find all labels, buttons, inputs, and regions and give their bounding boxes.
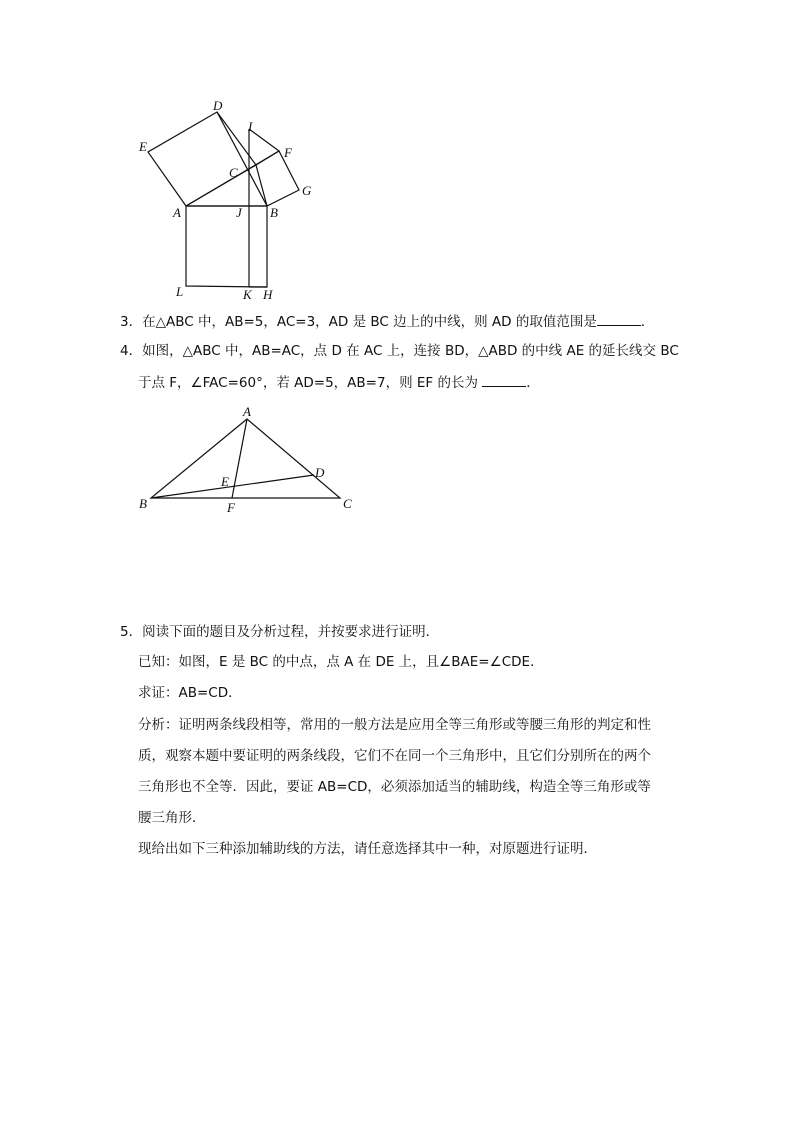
label-c: C bbox=[343, 496, 352, 511]
label-a: A bbox=[173, 205, 181, 220]
question-4-text-1: 如图，△ABC 中，AB=AC，点 D 在 AC 上，连接 BD，△ABD 的中线 AE 的延长线交 BC bbox=[142, 343, 679, 359]
label-f: F bbox=[227, 500, 235, 515]
label-f: F bbox=[284, 145, 292, 160]
label-b: B bbox=[270, 205, 278, 220]
square-ad bbox=[148, 112, 256, 206]
question-5-analysis-2: 质，观察本题中要证明的两条线段，它们不在同一个三角形中，且它们分别所在的两个 bbox=[138, 748, 651, 764]
label-e: E bbox=[221, 474, 229, 489]
label-b: B bbox=[139, 496, 147, 511]
question-5-intro-text: 阅读下面的题目及分析过程，并按要求进行证明． bbox=[142, 624, 440, 640]
figure-pythagoras-squares bbox=[130, 90, 330, 305]
question-3-blank[interactable] bbox=[597, 311, 641, 326]
question-4-line-1 bbox=[120, 341, 679, 361]
question-5-prove: 求证：AB=CD． bbox=[138, 685, 242, 701]
segment-db bbox=[217, 112, 267, 206]
label-c: C bbox=[229, 165, 238, 180]
question-5-number: 5． bbox=[120, 624, 143, 640]
label-e: E bbox=[139, 139, 147, 154]
question-3 bbox=[120, 311, 654, 332]
question-4-number: 4． bbox=[120, 343, 143, 359]
segment-if bbox=[249, 129, 279, 151]
question-4-line-2 bbox=[138, 372, 540, 393]
label-j: J bbox=[236, 205, 242, 220]
label-a: A bbox=[243, 404, 251, 419]
label-l: L bbox=[176, 284, 184, 299]
square-al bbox=[186, 206, 267, 287]
segment-af bbox=[232, 419, 247, 498]
triangle-abc bbox=[151, 419, 340, 498]
question-5-analysis-4: 腰三角形． bbox=[138, 810, 206, 826]
question-3-text: 在△ABC 中，AB=5，AC=3，AD 是 BC 边上的中线，则 AD 的取值范围是 bbox=[142, 314, 597, 330]
label-h: H bbox=[263, 287, 273, 302]
label-g: G bbox=[302, 183, 312, 198]
label-k: K bbox=[243, 287, 252, 302]
label-d: D bbox=[213, 98, 223, 113]
question-5-analysis-1: 分析：证明两条线段相等，常用的一般方法是应用全等三角形或等腰三角形的判定和性 bbox=[138, 717, 651, 733]
label-d: D bbox=[315, 465, 325, 480]
question-5-intro bbox=[120, 622, 439, 642]
question-3-end: ． bbox=[640, 314, 655, 330]
question-5-methods: 现给出如下三种添加辅助线的方法，请任意选择其中一种，对原题进行证明． bbox=[138, 841, 597, 857]
question-5-analysis-3: 三角形也不全等．因此，要证 AB=CD，必须添加适当的辅助线，构造全等三角形或等 bbox=[138, 779, 651, 795]
label-i: I bbox=[248, 119, 253, 134]
question-3-number: 3． bbox=[120, 314, 143, 330]
question-4-end: ． bbox=[526, 375, 540, 391]
question-4-text-2: 于点 F，∠FAC=60°，若 AD=5，AB=7，则 EF 的长为 bbox=[138, 375, 478, 391]
question-4-blank[interactable] bbox=[482, 372, 526, 387]
question-5-given: 已知：如图，E 是 BC 的中点，点 A 在 DE 上，且∠BAE=∠CDE． bbox=[138, 654, 544, 670]
figure-triangle-abc bbox=[130, 400, 360, 520]
